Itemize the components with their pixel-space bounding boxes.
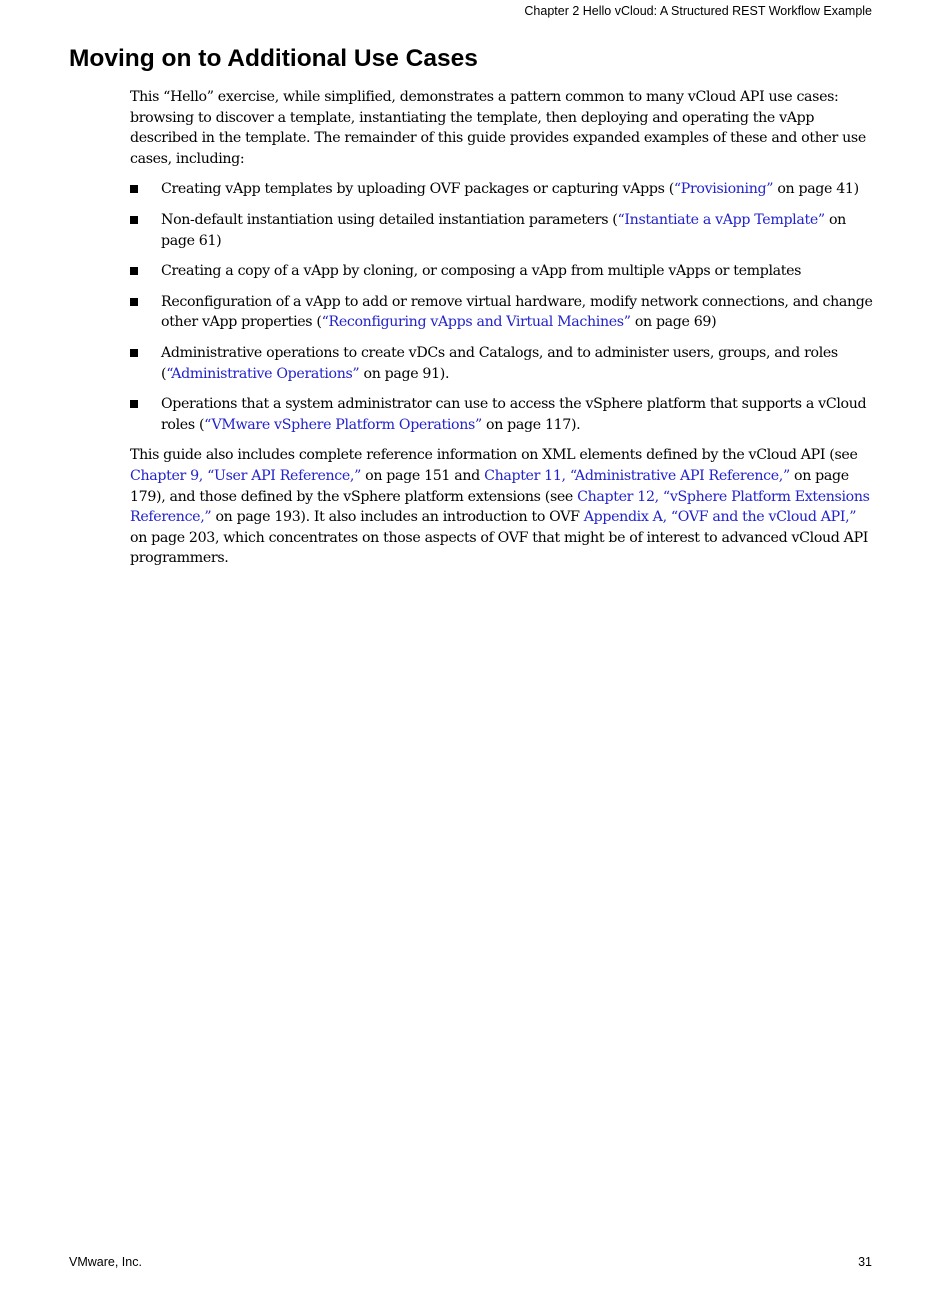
list-item: Creating vApp templates by uploading OVF packages or capturing vApps (“Provisioning” on page 41)	[130, 179, 875, 200]
list-item: Reconfiguration of a vApp to add or remove virtual hardware, modify network connections, and change other vApp properties (“Reconfiguring vApps and Virtual Machines” on page 69)	[130, 292, 875, 333]
list-item: Administrative operations to create vDCs and Catalogs, and to administer users, groups, and roles (“Administrative Operations” on page 91).	[130, 343, 875, 384]
bullet-icon	[130, 400, 138, 408]
bullet-icon	[130, 216, 138, 224]
vsphere-platform-operations-link[interactable]: “VMware vSphere Platform Operations”	[204, 416, 482, 433]
administrative-api-reference-link[interactable]: Chapter 11, “Administrative API Reference,”	[484, 467, 790, 484]
intro-paragraph: This “Hello” exercise, while simplified, demonstrates a pattern common to many vCloud API use cases: browsing to discover a template, instantiating the template, then deploying and operating the vApp described in the template. The remainder of this guide provides expanded examples of these and other use cases, including:	[130, 89, 866, 167]
list-item: Creating a copy of a vApp by cloning, or composing a vApp from multiple vApps or templates	[130, 261, 875, 282]
user-api-reference-link[interactable]: Chapter 9, “User API Reference,”	[130, 467, 361, 484]
page-number: 31	[858, 1255, 872, 1269]
closing-paragraph: This guide also includes complete reference information on XML elements defined by the vCloud API (see Chapter 9, “User API Reference,” on page 151 and Chapter 11, “Administrative API Reference,” on page 179), and those defined by the vSphere platform extensions (see Chapter 12, “vSphere Platform Extensions Reference,” on page 193). It also includes an introduction to OVF Appendix A, “OVF and the vCloud API,” on page 203, which concentrates on those aspects of OVF that might be of interest to advanced vCloud API programmers.	[130, 447, 870, 567]
bullet-icon	[130, 298, 138, 306]
instantiate-vapp-template-link[interactable]: “Instantiate a vApp Template”	[617, 211, 825, 228]
reconfiguring-vapps-link[interactable]: “Reconfiguring vApps and Virtual Machines”	[321, 314, 631, 331]
running-header: Chapter 2 Hello vCloud: A Structured REST Workflow Example	[524, 4, 872, 18]
bullet-icon	[130, 267, 138, 275]
administrative-operations-link[interactable]: “Administrative Operations”	[166, 365, 360, 382]
list-item: Non-default instantiation using detailed instantiation parameters (“Instantiate a vApp Template” on page 61)	[130, 210, 875, 251]
list-item: Operations that a system administrator can use to access the vSphere platform that supports a vCloud roles (“VMware vSphere Platform Operations” on page 117).	[130, 394, 875, 435]
body-text	[130, 87, 875, 569]
bullet-icon	[130, 185, 138, 193]
provisioning-link[interactable]: “Provisioning”	[673, 181, 774, 198]
footer-company: VMware, Inc.	[69, 1255, 142, 1269]
bullet-icon	[130, 349, 138, 357]
vsphere-extensions-reference-link[interactable]: Chapter 12, “vSphere Platform Extensions Reference,”	[130, 488, 870, 526]
use-case-list	[130, 179, 875, 435]
ovf-appendix-link[interactable]: Appendix A, “OVF and the vCloud API,”	[583, 509, 857, 526]
section-title: Moving on to Additional Use Cases	[69, 45, 478, 72]
